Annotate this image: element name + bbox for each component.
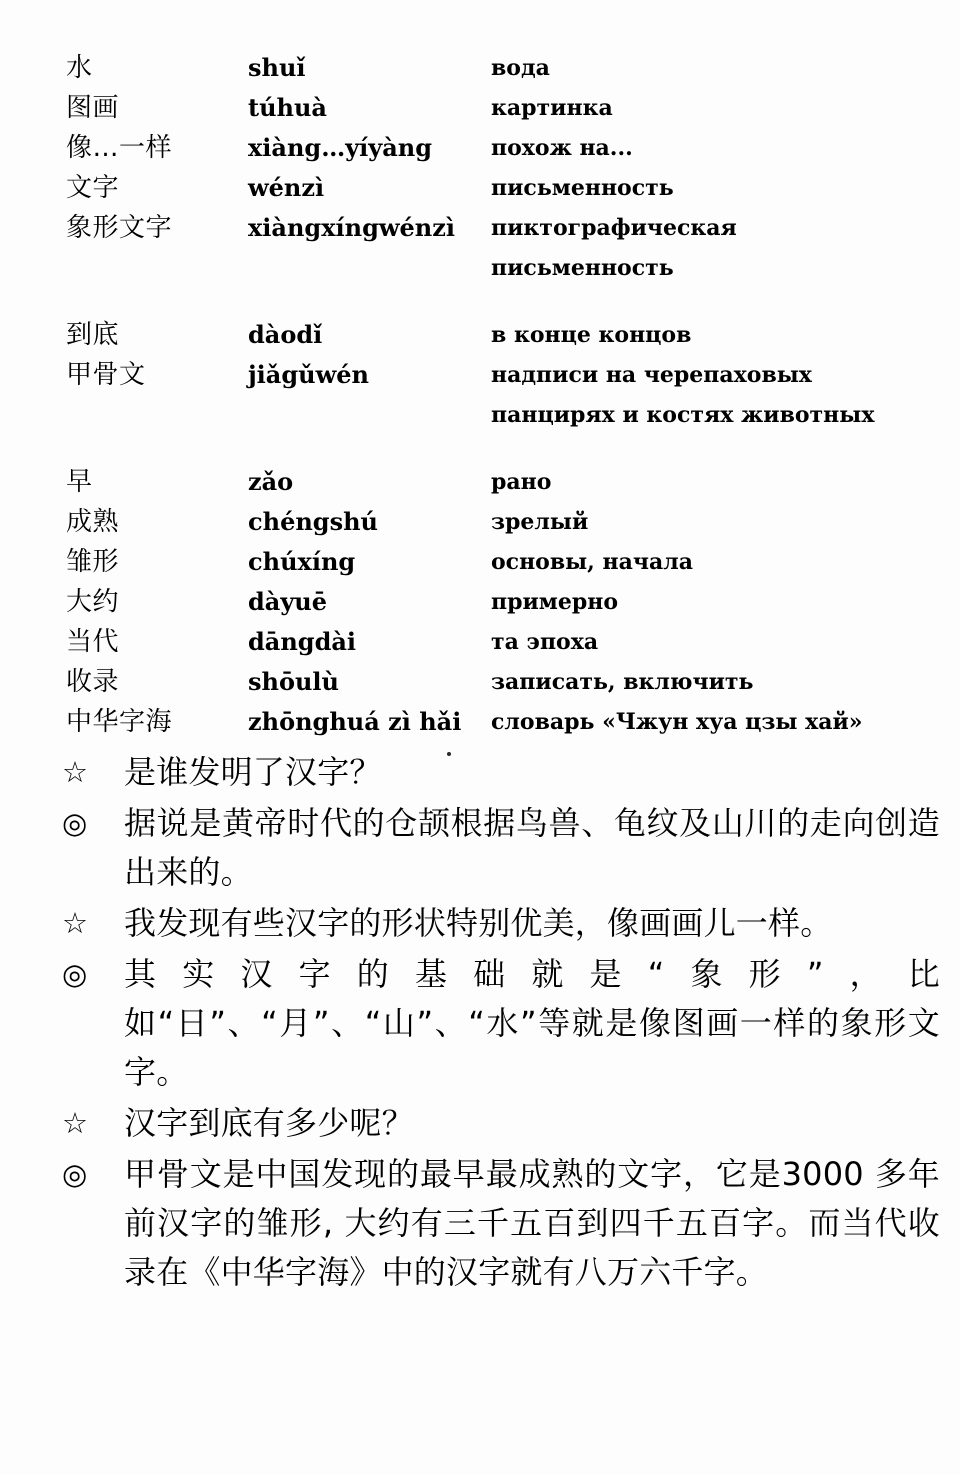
vocab-russian: в конце концов <box>491 322 692 348</box>
vocab-pinyin: dāngdài <box>248 627 357 656</box>
vocab-pinyin: dàodǐ <box>248 320 323 349</box>
vocabulary-row <box>66 662 936 702</box>
dialogue-line <box>60 1150 940 1297</box>
vocab-pinyin: dàyuē <box>248 587 327 616</box>
vocabulary-row <box>66 88 936 128</box>
vocab-russian: картинка <box>491 95 613 121</box>
dialogue-text: 我发现有些汉字的形状特别优美，像画画儿一样。 <box>124 904 833 942</box>
vocab-hanzi: 像…一样 <box>66 133 173 163</box>
vocabulary-row-continuation <box>66 248 936 289</box>
dialogue-line <box>60 950 940 1097</box>
vocabulary-row <box>66 355 936 395</box>
dialogue-text: 是谁发明了汉字？ <box>124 753 382 791</box>
vocabulary-row-continuation <box>66 395 936 436</box>
vocab-hanzi: 图画 <box>66 93 120 123</box>
vocab-russian: словарь «Чжун хуа цзы хай» <box>491 709 863 735</box>
dialogue-text: 据说是黄帝时代的仓颉根据鸟兽、龟纹及山川的走向创造出来的。 <box>124 804 940 891</box>
vocabulary-block <box>66 462 936 742</box>
vocab-hanzi: 大约 <box>66 587 120 617</box>
vocab-hanzi: 成熟 <box>66 507 120 537</box>
vocab-pinyin: chúxíng <box>248 547 356 576</box>
star-marker-icon: ☆ <box>62 906 88 940</box>
vocab-pinyin: zhōnghuá zì hǎi <box>248 707 462 736</box>
vocab-pinyin: shōulù <box>248 667 339 696</box>
vocabulary-row <box>66 622 936 662</box>
dialogue-text: 甲骨文是中国发现的最早最成熟的文字，它是3000 多年前汉字的雏形, 大约有三千五百到四千五百字。而当代收录在《中华字海》中的汉字就有八万六千字。 <box>124 1155 940 1291</box>
vocabulary-row <box>66 168 936 208</box>
vocabulary-block <box>66 48 936 289</box>
vocab-hanzi: 当代 <box>66 627 120 657</box>
dialogue-section <box>60 748 940 1299</box>
dialogue-line <box>60 1099 940 1148</box>
vocab-pinyin: wénzì <box>248 173 325 202</box>
vocab-russian: зрелый <box>491 509 589 535</box>
vocab-russian: примерно <box>491 589 619 615</box>
vocabulary-row <box>66 462 936 502</box>
vocab-hanzi: 甲骨文 <box>66 360 146 390</box>
vocab-pinyin: xiàng…yíyàng <box>248 133 432 162</box>
vocabulary-row <box>66 208 936 248</box>
vocab-hanzi: 收录 <box>66 667 120 697</box>
dialogue-line <box>60 748 940 797</box>
vocab-pinyin: zǎo <box>248 467 294 496</box>
vocab-hanzi: 雏形 <box>66 547 120 577</box>
vocab-russian: панцирях и костях животных <box>491 402 875 428</box>
vocabulary-row <box>66 128 936 168</box>
vocab-hanzi: 中华字海 <box>66 707 173 737</box>
vocab-pinyin: shuǐ <box>248 53 306 82</box>
vocabulary-row <box>66 315 936 355</box>
vocabulary-row <box>66 502 936 542</box>
vocab-hanzi: 文字 <box>66 173 120 203</box>
vocabulary-row <box>66 582 936 622</box>
dialogue-text: 汉字到底有多少呢？ <box>124 1104 414 1142</box>
vocab-russian: рано <box>491 469 552 495</box>
vocabulary-block-gap <box>66 289 936 315</box>
vocab-russian: письменность <box>491 175 674 201</box>
dialogue-text: 其实汉字的基础就是“象形”，比如“日”、“月”、“山”、“水”等就是像图画一样的象形文字。 <box>124 955 940 1091</box>
dialogue-line <box>60 799 940 897</box>
vocab-russian: записать, включить <box>491 669 754 695</box>
vocab-hanzi: 早 <box>66 467 93 497</box>
vocab-pinyin: túhuà <box>248 93 327 122</box>
double-circle-marker-icon: ◎ <box>62 957 88 991</box>
star-marker-icon: ☆ <box>62 1106 88 1140</box>
vocab-russian: пиктографическая <box>491 215 737 241</box>
vocab-hanzi: 水 <box>66 53 93 83</box>
vocab-russian: та эпоха <box>491 629 599 655</box>
vocab-hanzi: 象形文字 <box>66 213 173 243</box>
vocab-russian: похож на... <box>491 135 633 161</box>
double-circle-marker-icon: ◎ <box>62 806 88 840</box>
double-circle-marker-icon: ◎ <box>62 1157 88 1191</box>
vocab-hanzi: 到底 <box>66 320 120 350</box>
vocabulary-row <box>66 48 936 88</box>
vocab-pinyin: jiǎgǔwén <box>248 360 369 389</box>
vocab-pinyin: chéngshú <box>248 507 378 536</box>
vocab-russian: вода <box>491 55 550 81</box>
vocab-russian: основы, начала <box>491 549 693 575</box>
vocabulary-block <box>66 315 936 436</box>
vocab-russian: надписи на черепаховых <box>491 362 812 388</box>
vocabulary-list <box>66 48 936 742</box>
vocabulary-block-gap <box>66 436 936 462</box>
star-marker-icon: ☆ <box>62 755 88 789</box>
vocabulary-row <box>66 702 936 742</box>
vocab-pinyin: xiàngxíngwénzì <box>248 213 455 242</box>
vocabulary-row <box>66 542 936 582</box>
vocab-russian: письменность <box>491 255 674 281</box>
dialogue-line <box>60 899 940 948</box>
